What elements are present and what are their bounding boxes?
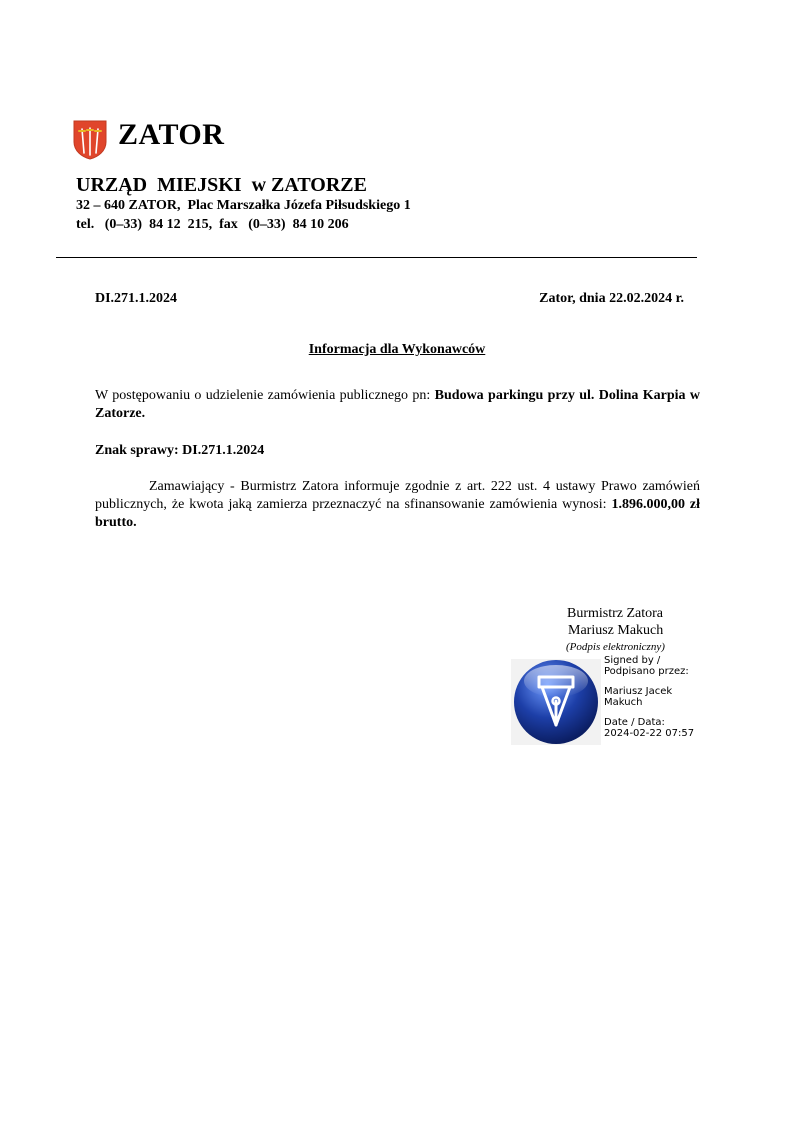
signatory-role: Burmistrz Zatora (567, 606, 664, 621)
document-title: Informacja dla Wykonawców (308, 342, 486, 357)
signature-note: (Podpis elektroniczny) (566, 641, 665, 653)
procurement-subject: Budowa parkingu przy ul. Dolina Karpia w Zatorze. (95, 388, 700, 421)
procurement-intro: W postępowaniu o udzielenie zamówienia publicznego pn: (95, 388, 435, 403)
document-title-row (0, 341, 794, 359)
signed-by-label: Signed by / (604, 655, 661, 666)
signature-date-value: 2024-02-22 07:57 (604, 727, 695, 739)
case-reference: Znak sprawy: DI.271.1.2024 (95, 443, 265, 458)
amount-value: 1.896.000,00 zł brutto. (95, 497, 701, 530)
signer-name-line-2: Makuch (604, 696, 643, 708)
signed-by-label-pl: Podpisano przez: (604, 665, 689, 677)
amount-intro: Zamawiający - Burmistrz Zatora informuje zgodnie z art. 222 ust. 4 ustawy Prawo zamówień publicznych, że kwota jaką zamierza przeznaczyć na sfinansowanie zamówienia wynosi: (95, 479, 700, 512)
paragraph-amount (95, 478, 700, 532)
fountain-pen-nib-icon (511, 659, 601, 745)
signature-details (604, 656, 694, 739)
issue-date: Zator, dnia 22.02.2024 r. (539, 291, 684, 306)
office-name: URZĄD MIEJSKI w ZATORZE (76, 174, 367, 196)
signatory-name: Mariusz Makuch (568, 623, 664, 638)
signer-name-line-1: Mariusz Jacek (604, 686, 673, 697)
header-divider (56, 257, 697, 258)
office-address: 32 – 640 ZATOR, Plac Marszałka Józefa Piłsudskiego 1 (76, 198, 411, 213)
signature-date-label: Date / Data: (604, 717, 665, 728)
coat-of-arms-icon (73, 120, 107, 160)
office-phone-fax: tel. (0–33) 84 12 215, fax (0–33) 84 10 206 (76, 217, 349, 232)
brand-title: ZATOR (118, 118, 225, 151)
reference-number: DI.271.1.2024 (95, 291, 178, 306)
paragraph-procurement (95, 387, 700, 423)
